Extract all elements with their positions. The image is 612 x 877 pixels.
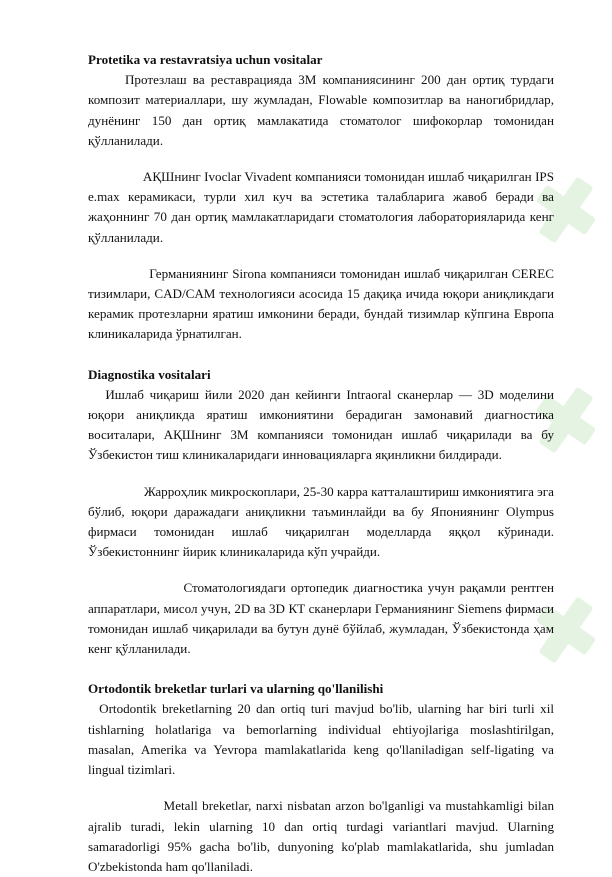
paragraph-diagnostics-2: Жарроҳлик микроскоплари, 25-30 карра катталаштириш имкониятига эга бўлиб, юқори даражадаги аниқликни таъминлайди ва бу Япониянинг Olympus фирмаси томонидан ишлаб чиқарилган моделларда яққол кўринади. Ўзбекистоннинг йирик клиникаларида кўп учрайди. [88,483,554,560]
paragraph-prosthetics-2: АҚШнинг Ivoclar Vivadent компанияси томонидан ишлаб чиқарилган IPS e.max керамикаси, турли хил куч ва эстетика талабларига жавоб беради ва жаҳоннинг 70 дан ортиқ мамлакатларидаги стоматология лабораторияларида кенг қўлланилади. [88,169,554,245]
paragraph-diagnostics-1: Ишлаб чиқариш йили 2020 дан кейинги Intraoral сканерлар — 3D моделини юқори аниқликда яратиш имкониятини берадиган замонавий диагностика воситалари, АҚШнинг 3M компанияси томонидан ишлаб чиқарилади ва бу Ўзбекистон тиш клиникаларидаги инновацияларга яқинликни билдиради. [88,386,554,463]
paragraph-prosthetics-1: Протезлаш ва реставрацияда 3M компаниясининг 200 дан ортиқ турдаги композит материаллари, шу жумладан, Flowable композитлар ва наногибридлар, дунёнинг 150 дан ортиқ мамлакатида стоматолог шифокорлар томонидан қўлланилади. [88,72,554,148]
document-page [88,50,554,877]
paragraph-braces-2: Metall breketlar, narxi nisbatan arzon bo'lganligi va mustahkamligi bilan ajralib turadi, lekin ularning 10 dan ortiq turdagi variantlari mavjud. Ularning samaradorligi 95% gacha bo'lib, dunyoning ko'plab mamlakatlarida, shu jumladan O'zbekistonda ham qo'llaniladi. [88,798,554,874]
paragraph-prosthetics-3: Германиянинг Sirona компанияси томонидан ишлаб чиқарилган CEREC тизимлари, CAD/CAM технологияси асосида 15 дақиқа ичида юқори аниқликдаги керамик протезларни яратиш имконини беради, бундай тизимлар кўпгина Европа клиникаларида ўрнатилган. [88,265,554,342]
paragraph-diagnostics-3: Стоматологиядаги ортопедик диагностика учун рақамли рентген аппаратлари, мисол учун, 2D ва 3D КТ сканерлари Германиянинг Siemens фирмаси томонидан ишлаб чиқарилади ва бутун дунё бўйлаб, жумладан, Ўзбекистонда ҳам кенг қўлланилади. [88,580,554,657]
section-heading-orthodontic-braces: Ortodontik breketlar turlari va ularning qo'llanilishi [88,681,384,697]
section-heading-prosthetics: Protetika va restavratsiya uchun vositalar [88,52,323,67]
paragraph-braces-1: Ortodontik breketlarning 20 dan ortiq turi mavjud bo'lib, ularning har biri turli xil tishlarning holatlariga va bemorlarning individual ehtiyojlariga moslashtirilgan, masalan, Amerika va Yevropa mamlakatlarida keng qo'llaniladigan self-ligating va lingual tizimlari. [88,701,554,778]
section-heading-diagnostics: Diagnostika vositalari [88,366,211,382]
